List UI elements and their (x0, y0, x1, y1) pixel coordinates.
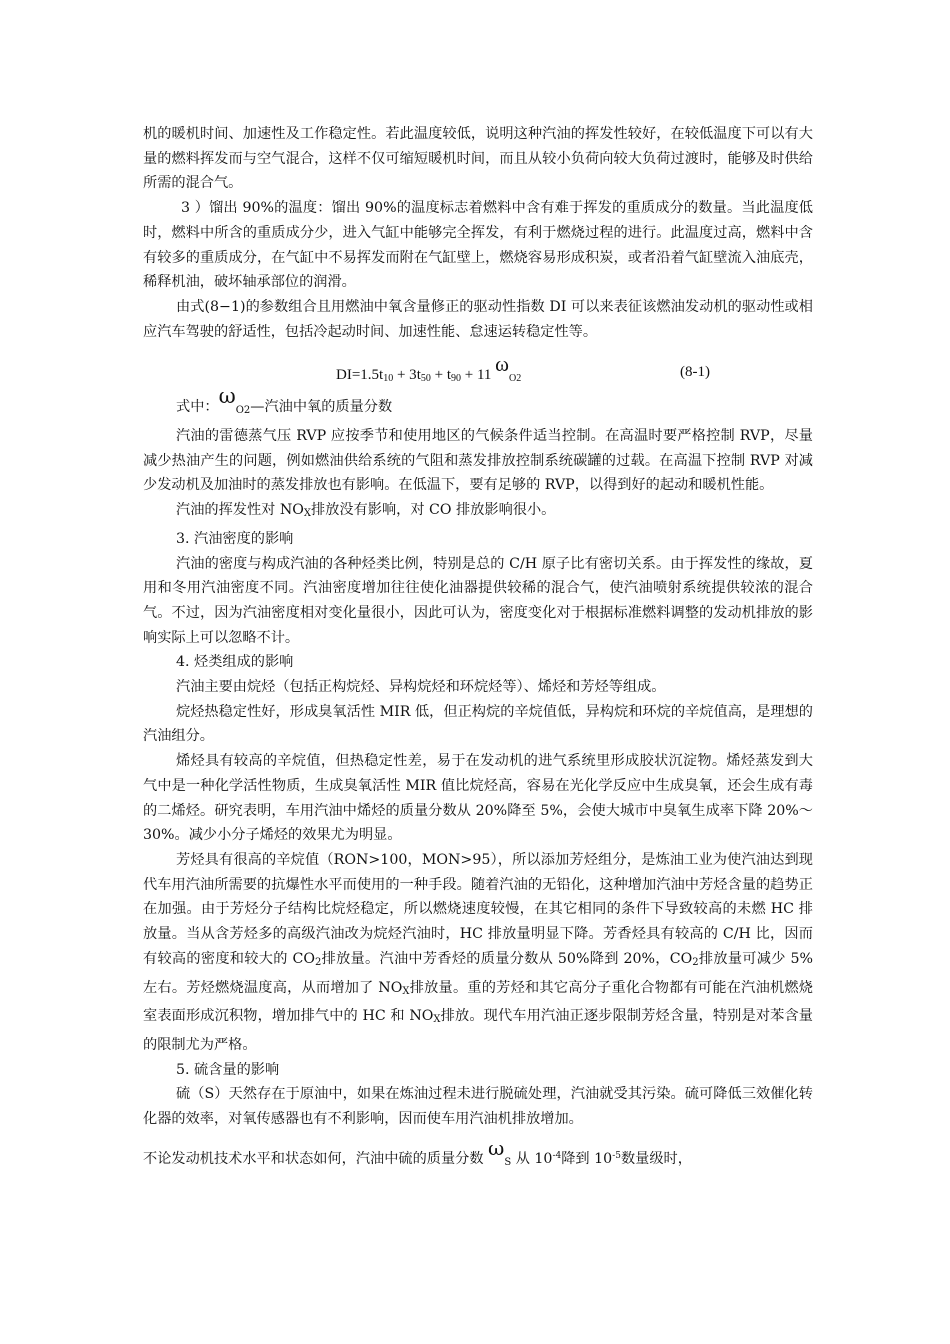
paragraph-olefins: 烯烃具有较高的辛烷值，但热稳定性差，易于在发动机的进气系统里形成胶状沉淀物。烯烃蒸发到大气中是一种化学活性物质，生成臭氧活性 MIR 值比烷烃高，容易在光化学反应中生成臭氧，还会生成有毒的二烯烃。研究表明，车用汽油中烯烃的质量分数从 20%降至 5%，会使大城市中臭氧生成率下降 20%～30%。减少小分子烯烃的效果尤为明显。 (143, 753, 813, 844)
paragraph-aromatics: 芳烃具有很高的辛烷值（RON>100，MON>95），所以添加芳烃组分，是炼油工业为使汽油达到现代车用汽油所需要的抗爆性水平而使用的一种手段。随着汽油的无铅化，这种增加汽油中芳烃含量的趋势正在加强。由于芳烃分子结构比烷烃稳定，所以燃烧速度较慢，在其它相同的条件下导致较高的未燃 HC 排放量。当从含芳烃多的高级汽油改为烷烃汽油时，HC 排放量明显下降。芳香烃具有较高的 C/H 比，因而有较高的密度和较大的 $CO_2$排放量。汽油中芳香烃的质量分数从 50%降到 20%，$CO_2$排放量可减少 5%左右。芳烃燃烧温度高，从而增加了 $NO_X$排放量。重的芳烃和其它高分子重化合物都有可能在汽油机燃烧室表面形成沉积物，增加排气中的 HC 和 $NO_X$排放。现代车用汽油正逐步限制芳烃含量，特别是对苯含量的限制尤为严格。 (143, 851, 813, 1053)
paragraph-alkanes: 烷烃热稳定性好，形成臭氧活性 MIR 低，但正构烷的辛烷值低，异构烷和环烷的辛烷值高，是理想的汽油组分。 (143, 703, 813, 745)
paragraph-t90: 3 ）馏出 90%的温度：馏出 90%的温度标志着燃料中含有难于挥发的重质成分的数量。当此温度低时，燃料中所含的重质成分少，进入气缸中能够完全挥发，有利于燃烧过程的进行。此温度过高，燃料中含有较多的重质成分，在气缸中不易挥发而附在气缸壁上，燃烧容易形成积炭，或者沿着气缸壁流入油底壳，稀释机油，破坏轴承部位的润滑。 (143, 200, 813, 291)
paragraph-sulfur-level: 不论发动机技术水平和状态如何，汽油中硫的质量分数 $\omega_S$ 从 $10^{-4}$降到 $10^{-5}$数量级时， (143, 1135, 692, 1168)
paragraph-warmup: 机的暖机时间、加速性及工作稳定性。若此温度较低，说明这种汽油的挥发性较好，在较低温度下可以有大量的燃料挥发而与空气混合，这样不仅可缩短暖机时间，而且从较小负荷向较大负荷过渡时，能够及时供给所需的混合气。 (143, 126, 813, 192)
omega-symbol: ω (495, 352, 509, 377)
paragraph-di: 由式(8−1)的参数组合且用燃油中氧含量修正的驱动性指数 DI 可以来表征该燃油发动机的驱动性或相应汽车驾驶的舒适性，包括冷起动时间、加速性能、怠速运转稳定性等。 (143, 298, 813, 340)
spacer (143, 1132, 813, 1144)
document-page (143, 122, 813, 1175)
paragraph-nox: 汽油的挥发性对 $NO_X$排放没有影响，对 CO 排放影响很小。 (176, 502, 556, 520)
heading-sulfur: 5. 硫含量的影响 (176, 1061, 280, 1078)
paragraph-density: 汽油的密度与构成汽油的各种烃类比例，特别是总的 C/H 原子比有密切关系。由于挥发性的缘故，夏用和冬用汽油密度不同。汽油密度增加往往使化油器提供较稀的混合气，使汽油喷射系统提供较浓的混合气。不过，因为汽油密度相对变化量很小，因此可认为，密度变化对于根据标准燃料调整的发动机排放的影响实际上可以忽略不计。 (143, 555, 813, 646)
formula-number: (8-1) (680, 364, 710, 381)
paragraph-where: 式中：$\omega_{O2}—$汽油中氧的质量分数 (176, 384, 393, 417)
paragraph-sulfur: 硫（S）天然存在于原油中，如果在炼油过程未进行脱硫处理，汽油就受其污染。硫可降低三效催化转化器的效率，对氧传感器也有不利影响，因而使车用汽油机排放增加。 (143, 1086, 813, 1128)
formula-expression: $DI=1.5t_{10} + 3t_{50} + t_{90} + 11$ $\omega_{O2}$ (336, 352, 522, 385)
paragraph-rvp: 汽油的雷德蒸气压 RVP 应按季节和使用地区的气候条件适当控制。在高温时要严格控制 RVP，尽量减少热油产生的问题，例如燃油供给系统的气阻和蒸发排放控制系统碳罐的过载。在高温下控制 RVP 对减少发动机及加油时的蒸发排放也有影响。在低温下，要有足够的 RVP，以得到好的起动和暖机性能。 (143, 428, 813, 494)
paragraph-composition: 汽油主要由烷烃（包括正构烷烃、异构烷烃和环烷烃等）、烯烃和芳烃等组成。 (176, 679, 666, 696)
heading-density: 3. 汽油密度的影响 (176, 530, 294, 547)
formula-8-1 (143, 350, 813, 392)
heading-hydrocarbons: 4. 烃类组成的影响 (176, 654, 294, 671)
